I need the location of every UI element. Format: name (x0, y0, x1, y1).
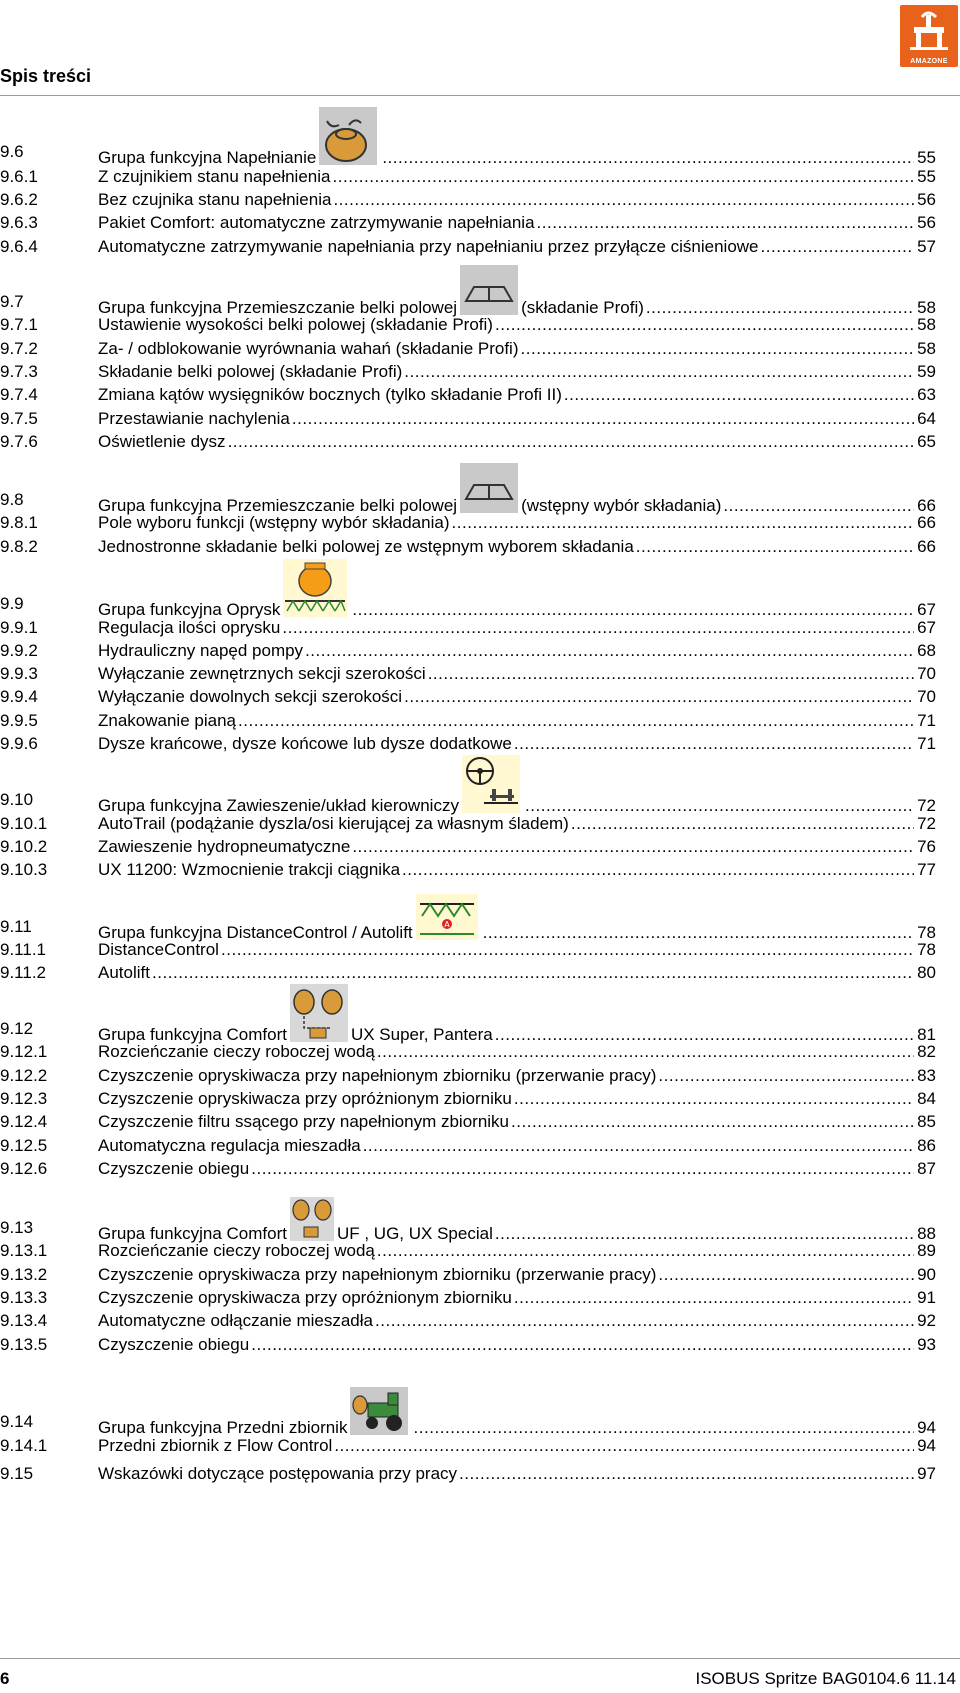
boom-icon (457, 489, 521, 511)
toc-entry-page-number: 58 (917, 298, 936, 317)
toc-dot-leader (493, 314, 914, 336)
toc-entry[interactable] (0, 813, 960, 835)
toc-entry-line (98, 314, 936, 336)
toc-entry[interactable] (0, 1158, 960, 1180)
toc-entry[interactable] (0, 1334, 960, 1356)
toc-entry[interactable] (0, 686, 960, 708)
toc-entry[interactable] (0, 1435, 960, 1457)
toc-entry[interactable] (0, 338, 960, 360)
toc-entry-page-number: 87 (917, 1159, 936, 1178)
toc-dot-leader (402, 686, 914, 708)
toc-entry-number: 9.6.3 (0, 213, 38, 232)
toc-entry-page-number: 59 (917, 362, 936, 381)
toc-entry-line (98, 512, 936, 534)
toc-entry-title: Oświetlenie dysz (98, 432, 226, 451)
toc-entry-number: 9.12.6 (0, 1159, 48, 1178)
toc-dot-leader (375, 1041, 914, 1063)
toc-entry-line (98, 431, 936, 453)
toc-entry-page-number: 89 (917, 1241, 936, 1260)
toc-entry-line (98, 733, 936, 755)
toc-entry-line (98, 189, 936, 211)
toc-entry[interactable] (0, 384, 960, 406)
toc-entry-line (98, 1334, 936, 1356)
toc-entry-line (98, 1287, 936, 1309)
toc-entry-title: Przedni zbiornik z Flow Control (98, 1436, 333, 1455)
toc-entry[interactable] (0, 1018, 960, 1044)
toc-entry-page-number: 94 (917, 1436, 936, 1455)
toc-entry-title: Czyszczenie opryskiwacza przy opróżnionym zbiorniku (98, 1089, 512, 1108)
toc-entry-line (98, 1240, 936, 1262)
toc-entry-number: 9.12.1 (0, 1042, 48, 1061)
toc-entry-page-number: 56 (917, 190, 936, 209)
toc-dot-leader (332, 1435, 914, 1457)
toc-entry-number: 9.7.4 (0, 385, 38, 404)
toc-entry-title: DistanceControl (98, 940, 219, 959)
toc-entry-page-number: 63 (917, 385, 936, 404)
toc-dot-leader (402, 361, 914, 383)
toc-entry-number: 9.10.1 (0, 814, 48, 833)
toc-entry[interactable] (0, 512, 960, 534)
toc-entry-title: Autolift (98, 963, 150, 982)
toc-entry-line (98, 384, 936, 406)
toc-entry-title-suffix: UX Super, Pantera (350, 1025, 493, 1044)
toc-dot-leader (303, 640, 914, 662)
toc-dot-leader (350, 836, 914, 858)
toc-dot-leader (226, 431, 914, 453)
toc-entry-page-number: 66 (917, 496, 936, 515)
toc-entry-line (98, 1088, 936, 1110)
toc-dot-leader (457, 1463, 914, 1485)
toc-entry-line (98, 361, 936, 383)
toc-entry-page-number: 67 (917, 600, 936, 619)
toc-entry-page-number: 71 (917, 734, 936, 753)
toc-entry-number: 9.7.6 (0, 432, 38, 451)
toc-entry-title: Przestawianie nachylenia (98, 409, 290, 428)
toc-entry-title: Regulacja ilości oprysku (98, 618, 281, 637)
toc-entry-page-number: 70 (917, 687, 936, 706)
toc-entry-page-number: 80 (917, 963, 936, 982)
toc-dot-leader (330, 166, 914, 188)
toc-entry[interactable] (0, 836, 960, 858)
toc-entry[interactable] (0, 916, 960, 942)
toc-entry-line (98, 939, 936, 961)
toc-entry-line (98, 1041, 936, 1063)
toc-entry-title: Dysze krańcowe, dysze końcowe lub dysze dodatkowe (98, 734, 512, 753)
toc-entry[interactable] (0, 1264, 960, 1286)
toc-entry-number: 9.6.2 (0, 190, 38, 209)
toc-entry-title: Czyszczenie obiegu (98, 1335, 250, 1354)
toc-entry-line (98, 1158, 936, 1180)
toc-entry-title: Wyłączanie dowolnych sekcji szerokości (98, 687, 403, 706)
toc-entry-number: 9.12.2 (0, 1066, 48, 1085)
toc-entry-title: Wyłączanie zewnętrznych sekcji szerokości (98, 664, 426, 683)
toc-entry-page-number: 78 (917, 940, 936, 959)
toc-entry-number: 9.7.2 (0, 339, 38, 358)
toc-dot-leader (535, 212, 914, 234)
toc-entry-page-number: 58 (917, 315, 936, 334)
toc-entry-number: 9.7 (0, 292, 24, 311)
toc-entry-title: Automatyczne zatrzymywanie napełniania przy napełnianiu przez przyłącze ciśnieniowe (98, 237, 759, 256)
toc-entry-number: 9.7.1 (0, 315, 38, 334)
toc-entry-page-number: 81 (917, 1025, 936, 1044)
toc-entry-page-number: 90 (917, 1265, 936, 1284)
toc-entry-number: 9.13.4 (0, 1311, 48, 1330)
toc-entry-number: 9.6 (0, 142, 24, 161)
toc-entry-number: 9.10 (0, 790, 34, 809)
toc-entry-line (98, 1310, 936, 1332)
toc-entry-title: Pole wyboru funkcji (wstępny wybór składania) (98, 513, 450, 532)
toc-entry-title: Grupa funkcyjna Przemieszczanie belki polowej (98, 298, 458, 317)
toc-dot-leader (375, 1240, 914, 1262)
toc-entry-title: Grupa funkcyjna Comfort (98, 1025, 287, 1044)
toc-dot-leader (656, 1264, 914, 1286)
footer-divider (0, 1658, 960, 1659)
toc-entry-page-number: 86 (917, 1136, 936, 1155)
toc-dot-leader (509, 1111, 914, 1133)
toc-entry-number: 9.12.3 (0, 1089, 48, 1108)
toc-entry-line (98, 640, 936, 662)
toc-entry-line (98, 686, 936, 708)
toc-entry-title: Hydrauliczny napęd pompy (98, 641, 304, 660)
toc-entry-line (98, 617, 936, 639)
toc-entry[interactable] (0, 1310, 960, 1332)
toc-entry-title: Grupa funkcyjna Comfort (98, 1224, 287, 1243)
toc-entry-number: 9.6.4 (0, 237, 38, 256)
toc-entry-line (98, 1111, 936, 1133)
toc-entry-page-number: 93 (917, 1335, 936, 1354)
toc-entry-number: 9.13 (0, 1218, 34, 1237)
toc-entry-title: Składanie belki polowej (składanie Profi) (98, 362, 403, 381)
toc-dot-leader (331, 189, 914, 211)
toc-entry-title: Czyszczenie obiegu (98, 1159, 250, 1178)
toc-dot-leader (519, 338, 915, 360)
toc-entry-line (98, 1435, 936, 1457)
toc-entry[interactable] (0, 1411, 960, 1437)
toc-entry-page-number: 67 (917, 618, 936, 637)
toc-entry-title: Za- / odblokowanie wyrównania wahań (składanie Profi) (98, 339, 519, 358)
toc-dot-leader (569, 813, 914, 835)
toc-entry-number: 9.8.1 (0, 513, 38, 532)
toc-entry-title: Pakiet Comfort: automatyczne zatrzymywanie napełniania (98, 213, 535, 232)
toc-entry-number: 9.9 (0, 594, 24, 613)
toc-entry[interactable] (0, 314, 960, 336)
toc-entry-number: 9.13.5 (0, 1335, 48, 1354)
toc-entry[interactable] (0, 939, 960, 961)
toc-entry-number: 9.11 (0, 917, 32, 936)
toc-entry-number: 9.13.1 (0, 1241, 48, 1260)
toc-entry-page-number: 84 (917, 1089, 936, 1108)
toc-entry-line (98, 962, 936, 984)
toc-entry-title: Bez czujnika stanu napełnienia (98, 190, 332, 209)
toc-entry-page-number: 72 (917, 814, 936, 833)
toc-entry-page-number: 66 (917, 513, 936, 532)
toc-entry-title: Z czujnikiem stanu napełnienia (98, 167, 331, 186)
comfort-icon (287, 1018, 351, 1040)
toc-entry-title-suffix: (składanie Profi) (521, 298, 644, 317)
toc-entry[interactable] (0, 1135, 960, 1157)
toc-entry-title: Czyszczenie filtru ssącego przy napełnionym zbiorniku (98, 1112, 510, 1131)
toc-entry-title: Grupa funkcyjna Przemieszczanie belki polowej (98, 496, 458, 515)
toc-entry-title: Czyszczenie opryskiwacza przy napełnionym zbiorniku (przerwanie pracy) (98, 1066, 657, 1085)
toc-dot-leader (512, 733, 914, 755)
toc-entry-number: 9.7.5 (0, 409, 38, 428)
toc-entry-line (98, 1463, 936, 1485)
boom-icon (457, 291, 521, 313)
toc-entry-title: Ustawienie wysokości belki polowej (składanie Profi) (98, 315, 493, 334)
toc-entry-number: 9.12.5 (0, 1136, 48, 1155)
toc-dot-leader (656, 1065, 914, 1087)
toc-entry[interactable] (0, 733, 960, 755)
toc-entry-title: Czyszczenie opryskiwacza przy napełnionym zbiorniku (przerwanie pracy) (98, 1265, 657, 1284)
toc-entry-line (98, 141, 936, 169)
toc-entry-number: 9.9.5 (0, 711, 38, 730)
toc-entry[interactable] (0, 1041, 960, 1063)
toc-entry-number: 9.8.2 (0, 537, 38, 556)
toc-entry-title-suffix: UF , UG, UX Special (336, 1224, 493, 1243)
toc-entry-page-number: 92 (917, 1311, 936, 1330)
toc-entry-title: Automatyczna regulacja mieszadła (98, 1136, 361, 1155)
toc-entry[interactable] (0, 1217, 960, 1243)
toc-entry[interactable] (0, 361, 960, 383)
toc-entry-number: 9.12.4 (0, 1112, 48, 1131)
toc-entry-page-number: 71 (917, 711, 936, 730)
toc-entry[interactable] (0, 489, 960, 515)
toc-entry[interactable] (0, 166, 960, 188)
toc-entry-number: 9.9.1 (0, 618, 38, 637)
toc-entry-number: 9.12 (0, 1019, 34, 1038)
toc-dot-leader (290, 408, 914, 430)
toc-entry[interactable] (0, 1065, 960, 1087)
toc-entry-line (98, 408, 936, 430)
toc-dot-leader (450, 512, 915, 534)
toc-entry-page-number: 88 (917, 1224, 936, 1243)
toc-entry-line (98, 212, 936, 234)
toc-entry[interactable] (0, 663, 960, 685)
toc-entry-title: Czyszczenie opryskiwacza przy opróżnionym zbiorniku (98, 1288, 512, 1307)
toc-entry-title: Grupa funkcyjna Napełnianie (98, 148, 317, 167)
toc-entry-line (98, 710, 936, 732)
toc-entry-page-number: 70 (917, 664, 936, 683)
toc-entry[interactable] (0, 536, 960, 558)
toc-entry[interactable] (0, 1111, 960, 1133)
toc-dot-leader (426, 663, 914, 685)
footer-document-reference: ISOBUS Spritze BAG0104.6 11.14 (695, 1669, 956, 1688)
toc-entry-page-number: 55 (917, 148, 936, 167)
toc-entry-line (98, 859, 936, 881)
toc-entry[interactable] (0, 212, 960, 234)
toc-entry-page-number: 82 (917, 1042, 936, 1061)
toc-entry-title: Grupa funkcyjna Oprysk (98, 600, 281, 619)
toc-entry-title: Grupa funkcyjna DistanceControl / Autolift (98, 923, 413, 942)
svg-text:A: A (443, 920, 450, 929)
toc-entry-line (98, 166, 936, 188)
toc-entry-number: 9.9.4 (0, 687, 38, 706)
toc-dot-leader (512, 1287, 914, 1309)
toc-entry-page-number: 68 (917, 641, 936, 660)
toc-entry-page-number: 64 (917, 409, 936, 428)
toc-entry-number: 9.7.3 (0, 362, 38, 381)
toc-entry-page-number: 97 (917, 1464, 936, 1483)
tractor-icon (347, 1411, 411, 1433)
toc-entry-page-number: 57 (917, 237, 936, 256)
toc-entry-page-number: 78 (917, 923, 936, 942)
toc-entry-number: 9.9.6 (0, 734, 38, 753)
toc-entry[interactable] (0, 189, 960, 211)
toc-entry-line (98, 663, 936, 685)
toc-entry-number: 9.11.2 (0, 963, 47, 982)
comfort-small-icon (287, 1217, 337, 1239)
toc-entry-page-number: 58 (917, 339, 936, 358)
toc-dot-leader (373, 1310, 914, 1332)
toc-entry[interactable] (0, 291, 960, 317)
toc-entry-title: Znakowanie pianą (98, 711, 236, 730)
toc-entry-page-number: 55 (917, 167, 936, 186)
toc-entry-number: 9.13.3 (0, 1288, 48, 1307)
toc-entry-page-number: 77 (917, 860, 936, 879)
toc-entry-page-number: 83 (917, 1066, 936, 1085)
toc-entry[interactable] (0, 593, 960, 619)
toc-entry-page-number: 91 (917, 1288, 936, 1307)
toc-dot-leader (361, 1135, 914, 1157)
toc-dot-leader (634, 536, 914, 558)
toc-entry-line (98, 236, 936, 258)
toc-entry[interactable] (0, 1287, 960, 1309)
toc-entry[interactable] (0, 236, 960, 258)
toc-entry-page-number: 72 (917, 796, 936, 815)
toc-entry-title: AutoTrail (podążanie dyszla/osi kierującej za własnym śladem) (98, 814, 569, 833)
spray-icon (280, 593, 350, 615)
toc-entry-page-number: 76 (917, 837, 936, 856)
toc-entry-line (98, 1264, 936, 1286)
toc-entry-number: 9.10.3 (0, 860, 48, 879)
toc-entry-title: Rozcieńczanie cieczy roboczej wodą (98, 1241, 375, 1260)
toc-entry-title: Zmiana kątów wysięgników bocznych (tylko składanie Profi II) (98, 385, 562, 404)
toc-entry[interactable] (0, 408, 960, 430)
toc-dot-leader (249, 1334, 914, 1356)
toc-entry-line (98, 338, 936, 360)
toc-entry-title: Grupa funkcyjna Przedni zbiornik (98, 1418, 348, 1437)
toc-entry[interactable] (0, 789, 960, 815)
toc-entry-line (98, 813, 936, 835)
toc-dot-leader (280, 617, 914, 639)
toc-entry-line (98, 1135, 936, 1157)
toc-entry[interactable] (0, 617, 960, 639)
toc-entry-title: Wskazówki dotyczące postępowania przy pracy (98, 1464, 458, 1483)
toc-entry-line (98, 1065, 936, 1087)
toc-entry-page-number: 85 (917, 1112, 936, 1131)
toc-entry-title: Zawieszenie hydropneumatyczne (98, 837, 351, 856)
toc-entry-number: 9.14 (0, 1412, 34, 1431)
toc-entry[interactable] (0, 710, 960, 732)
toc-entry-number: 9.15 (0, 1464, 34, 1483)
toc-entry-number: 9.10.2 (0, 837, 48, 856)
tank-fill-icon (316, 141, 380, 163)
toc-entry-title: Automatyczne odłączanie mieszadła (98, 1311, 373, 1330)
toc-dot-leader (150, 962, 914, 984)
toc-entry[interactable] (0, 640, 960, 662)
toc-entry-line (98, 536, 936, 558)
toc-entry-page-number: 56 (917, 213, 936, 232)
page-header-title: Spis treści (0, 66, 92, 86)
steering-icon (459, 789, 523, 811)
toc-entry-number: 9.9.2 (0, 641, 38, 660)
toc-entry-page-number: 66 (917, 537, 936, 556)
toc-entry-line (98, 836, 936, 858)
toc-entry[interactable] (0, 1088, 960, 1110)
toc-entry-title: Grupa funkcyjna Zawieszenie/układ kierowniczy (98, 796, 459, 815)
toc-entry[interactable] (0, 1463, 960, 1485)
toc-dot-leader (562, 384, 914, 406)
toc-entry-number: 9.6.1 (0, 167, 38, 186)
toc-entry-number: 9.11.1 (0, 940, 47, 959)
toc-entry[interactable] (0, 859, 960, 881)
toc-entry-number: 9.14.1 (0, 1436, 48, 1455)
toc-entry-title: Rozcieńczanie cieczy roboczej wodą (98, 1042, 375, 1061)
toc-dot-leader (512, 1088, 914, 1110)
toc-entry-title-suffix: (wstępny wybór składania) (521, 496, 722, 515)
toc-entry[interactable] (0, 431, 960, 453)
toc-dot-leader (236, 710, 914, 732)
toc-entry-number: 9.8 (0, 490, 24, 509)
toc-entry[interactable] (0, 1240, 960, 1262)
toc-entry-page-number: 65 (917, 432, 936, 451)
toc-entry-page-number: 94 (917, 1418, 936, 1437)
toc-dot-leader (249, 1158, 914, 1180)
toc-entry-title: UX 11200: Wzmocnienie trakcji ciągnika (98, 860, 401, 879)
distance-control-icon (413, 916, 481, 938)
toc-entry-number: 9.9.3 (0, 664, 38, 683)
toc-dot-leader (759, 236, 914, 258)
footer-page-number: 6 (0, 1669, 10, 1688)
toc-entry-title: Jednostronne składanie belki polowej ze wstępnym wyborem składania (98, 537, 634, 556)
toc-entry[interactable] (0, 962, 960, 984)
toc-entry[interactable] (0, 141, 960, 167)
toc-dot-leader (400, 859, 914, 881)
toc-entry-number: 9.13.2 (0, 1265, 48, 1284)
toc-dot-leader (219, 939, 914, 961)
logo-text: AMAZONE (910, 58, 948, 65)
